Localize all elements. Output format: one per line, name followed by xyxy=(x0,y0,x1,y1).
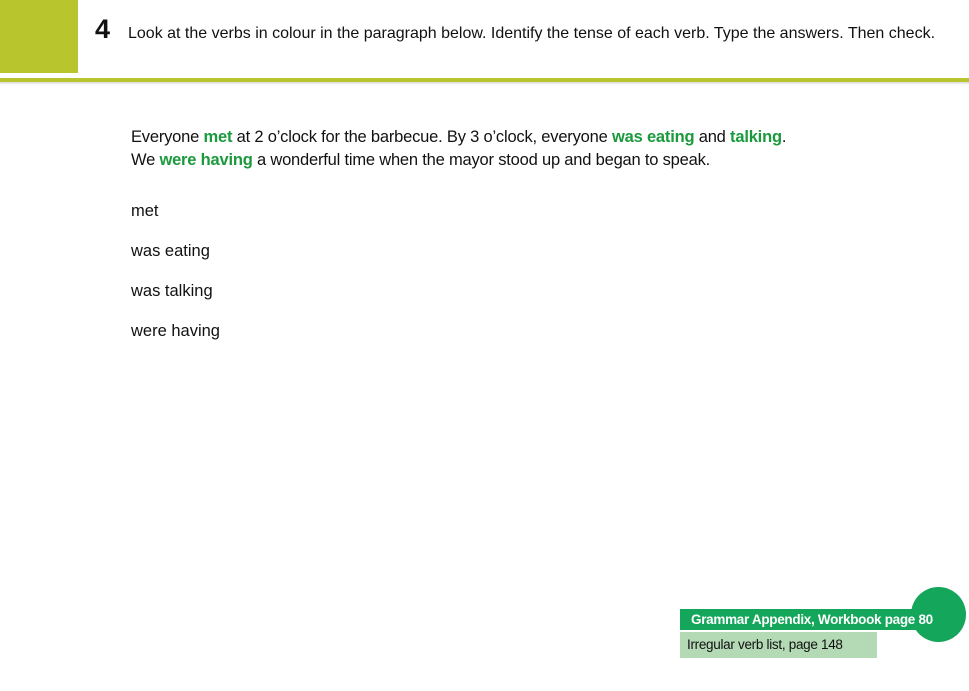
exercise-instruction: Look at the verbs in colour in the paragraph below. Identify the tense of each verb. Type the answers. Then check. xyxy=(128,25,936,42)
highlighted-verb-talking: talking xyxy=(730,128,782,146)
grammar-appendix-link[interactable] xyxy=(680,609,942,630)
verb-item-was-eating: was eating xyxy=(131,242,210,260)
grammar-appendix-label: Grammar Appendix, Workbook page 80 xyxy=(691,612,933,627)
paragraph-text: . xyxy=(781,128,787,146)
irregular-verb-list-label: Irregular verb list, page 148 xyxy=(687,637,843,652)
paragraph-text: and xyxy=(694,128,731,146)
paragraph-text: at 2 o’clock for the barbecue. By 3 o’clock, everyone xyxy=(232,128,612,146)
highlighted-verb-was-eating: was eating xyxy=(611,128,695,146)
paragraph-text: a wonderful time when the mayor stood up and began to speak. xyxy=(252,151,711,169)
highlighted-verb-met: met xyxy=(203,128,233,146)
verb-item-was-talking: was talking xyxy=(131,282,213,300)
verb-paragraph xyxy=(131,126,931,172)
highlighted-verb-were-having: were having xyxy=(159,151,253,169)
verb-item-were-having: were having xyxy=(131,322,220,340)
verb-item-met: met xyxy=(131,202,159,220)
paragraph-text: Everyone xyxy=(131,128,204,146)
verb-answer-list xyxy=(131,200,220,360)
header-accent-block xyxy=(0,0,78,73)
header-divider-shadow xyxy=(0,82,969,85)
irregular-verb-list-link[interactable] xyxy=(680,632,877,658)
paragraph-text: We xyxy=(131,151,160,169)
exercise-number: 4 xyxy=(95,14,111,44)
